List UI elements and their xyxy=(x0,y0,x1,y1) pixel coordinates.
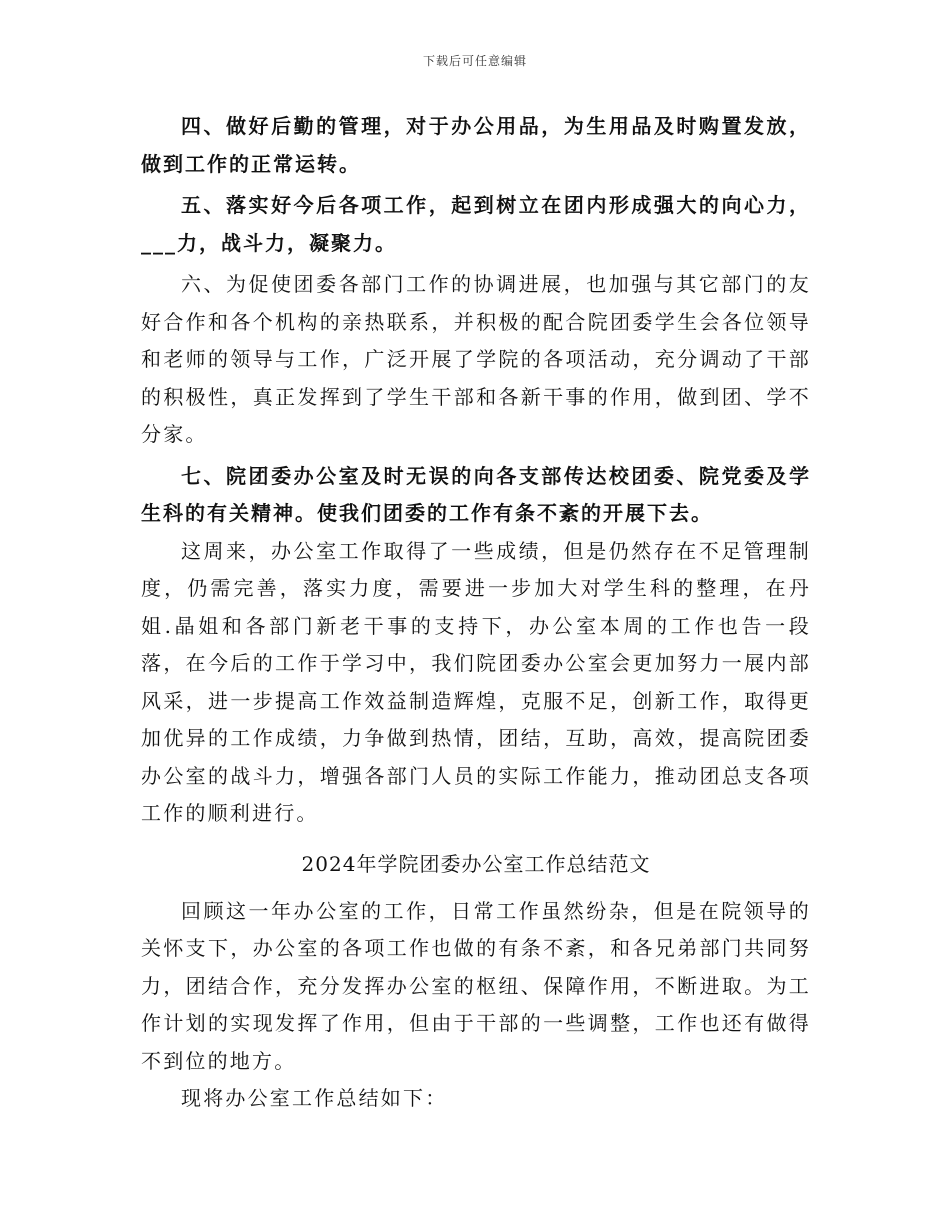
paragraph-item-5: 五、落实好今后各项工作，起到树立在团内形成强大的向心力，___力，战斗力，凝聚力。 xyxy=(141,193,811,255)
paragraph-review: 回顾这一年办公室的工作，日常工作虽然纷杂，但是在院领导的关怀支下，办公室的各项工作也做的有条不紊，和各兄弟部门共同努力，团结合作，充分发挥办公室的枢纽、保障作用，不断进取。为工作计划的实现发挥了作用，但由于干部的一些调整，工作也还有做得不到位的地方。 xyxy=(141,898,811,1073)
page-header-note: 下载后可任意编辑 xyxy=(422,54,527,68)
paragraph-summary-intro: 现将办公室工作总结如下： xyxy=(181,1086,448,1110)
paragraph-item-4: 四、做好后勤的管理，对于办公用品，为生用品及时购置发放，做到工作的正常运转。 xyxy=(141,114,811,176)
paragraph-item-7: 七、院团委办公室及时无误的向各支部传达校团委、院党委及学生科的有关精神。使我们团委的工作有条不紊的开展下去。 xyxy=(141,463,811,525)
paragraph-weekly-summary: 这周来，办公室工作取得了一些成绩，但是仍然存在不足管理制度，仍需完善，落实力度，需要进一步加大对学生科的整理，在丹姐.晶姐和各部门新老干事的支持下，办公室本周的工作也告一段落，在今后的工作于学习中，我们院团委办公室会更加努力一展内部风采，进一步提高工作效益制造辉煌，克服不足，创新工作，取得更加优异的工作成绩，力争做到热情，团结，互助，高效，提高院团委办公室的战斗力，增强各部门人员的实际工作能力，推动团总支各项工作的顺利进行。 xyxy=(141,538,811,825)
section-title: 2024年学院团委办公室工作总结范文 xyxy=(301,851,651,876)
paragraph-item-6: 六、为促使团委各部门工作的协调进展，也加强与其它部门的友好合作和各个机构的亲热联系，并积极的配合院团委学生会各位领导和老师的领导与工作，广泛开展了学院的各项活动，充分调动了干部的积极性，真正发挥到了学生干部和各新干事的作用，做到团、学不分家。 xyxy=(141,272,811,446)
document-body xyxy=(141,108,811,1118)
